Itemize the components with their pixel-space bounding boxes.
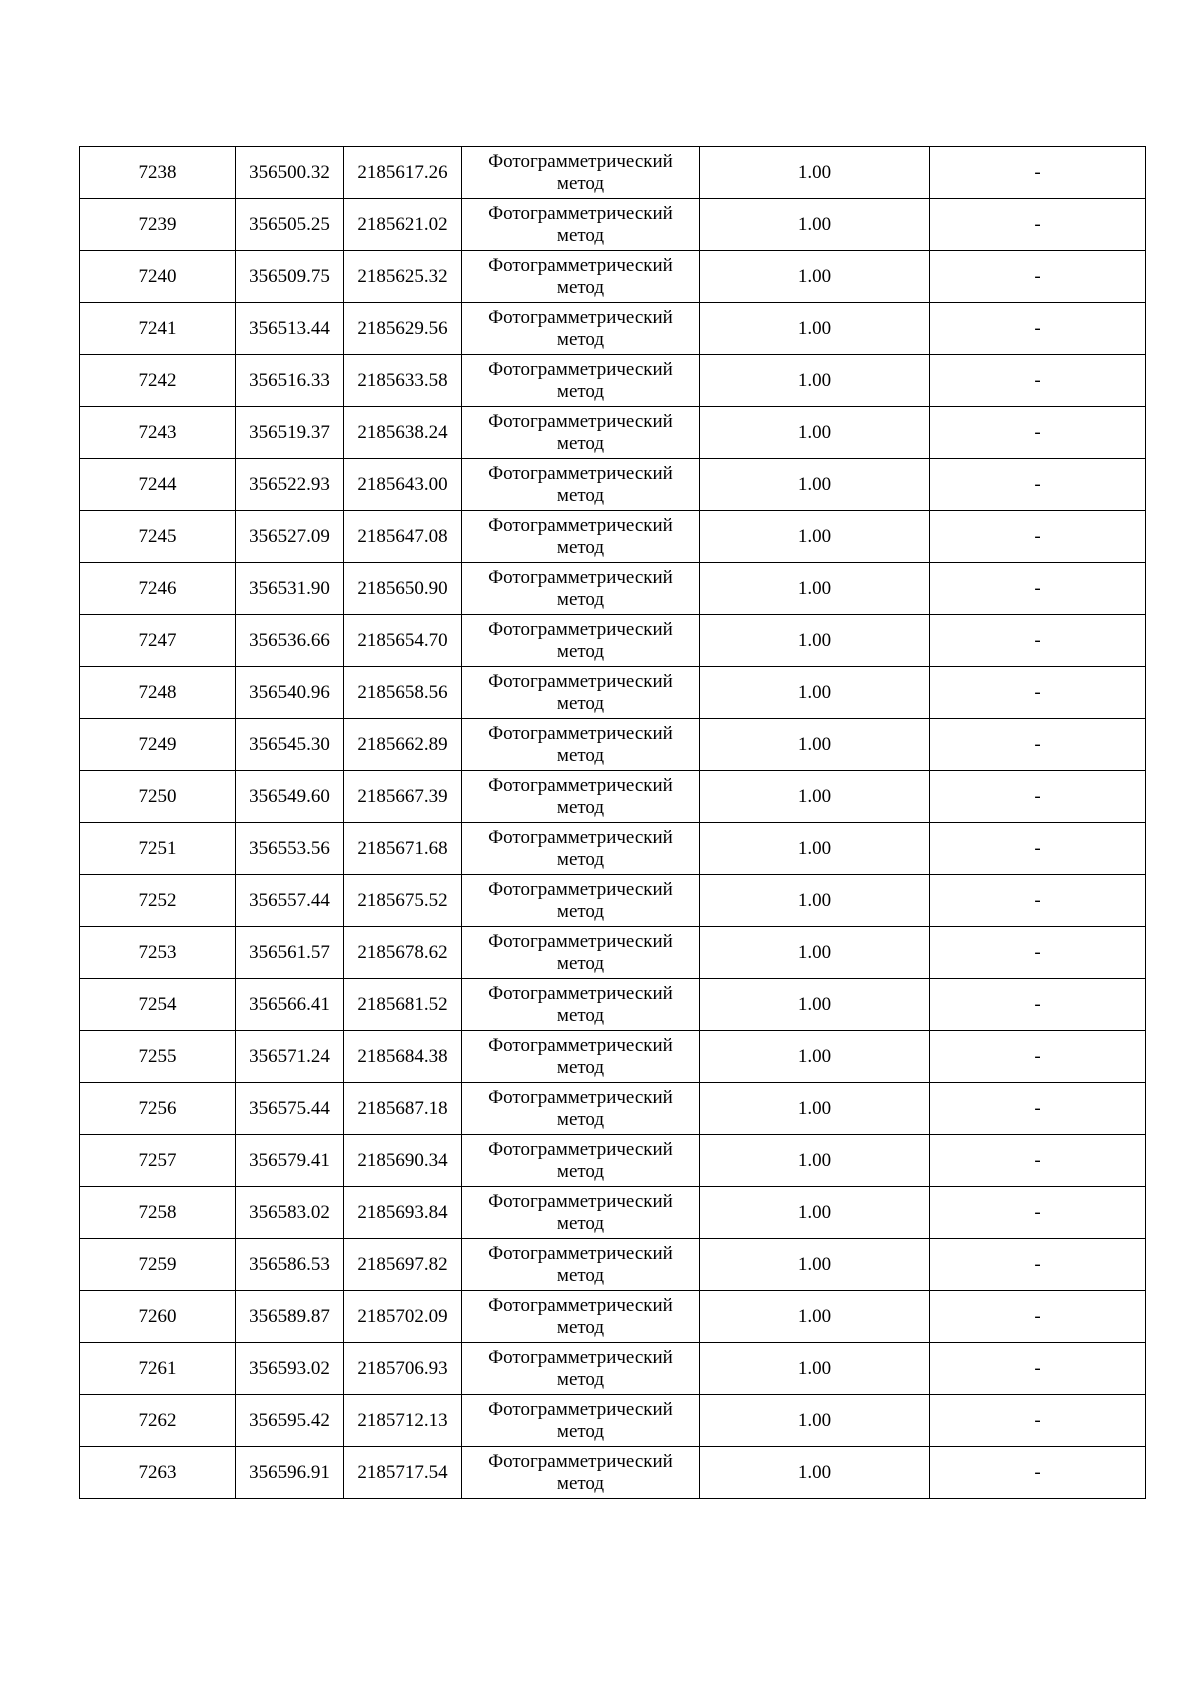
x-coordinate-cell: 356513.44 <box>236 303 344 355</box>
table-row <box>80 927 1146 979</box>
x-coordinate-cell: 356589.87 <box>236 1291 344 1343</box>
x-coordinate-cell: 356519.37 <box>236 407 344 459</box>
method-line-1: Фотограмметрический <box>488 1138 673 1160</box>
accuracy-cell: 1.00 <box>700 1083 930 1135</box>
method-line-1: Фотограмметрический <box>488 1398 673 1420</box>
method-line-1: Фотограмметрический <box>488 1294 673 1316</box>
method-line-1: Фотограмметрический <box>488 150 673 172</box>
method-line-1: Фотограмметрический <box>488 410 673 432</box>
method-line-2: метод <box>556 692 605 714</box>
y-coordinate-cell: 2185687.18 <box>344 1083 462 1135</box>
table-row <box>80 199 1146 251</box>
accuracy-cell: 1.00 <box>700 1343 930 1395</box>
accuracy-cell: 1.00 <box>700 407 930 459</box>
description-cell: - <box>930 667 1146 719</box>
y-coordinate-cell: 2185625.32 <box>344 251 462 303</box>
description-cell: - <box>930 823 1146 875</box>
x-coordinate-cell: 356549.60 <box>236 771 344 823</box>
point-number-cell: 7261 <box>80 1343 236 1395</box>
x-coordinate-cell: 356571.24 <box>236 1031 344 1083</box>
point-number-cell: 7254 <box>80 979 236 1031</box>
method-line-1: Фотограмметрический <box>488 878 673 900</box>
y-coordinate-cell: 2185667.39 <box>344 771 462 823</box>
accuracy-cell: 1.00 <box>700 719 930 771</box>
description-cell: - <box>930 1343 1146 1395</box>
method-line-1: Фотограмметрический <box>488 1190 673 1212</box>
coordinates-table <box>79 146 1146 1499</box>
table-row <box>80 1083 1146 1135</box>
method-line-2: метод <box>556 328 605 350</box>
method-line-1: Фотограмметрический <box>488 1450 673 1472</box>
method-cell <box>462 303 700 355</box>
method-line-2: метод <box>556 1472 605 1494</box>
x-coordinate-cell: 356516.33 <box>236 355 344 407</box>
point-number-cell: 7262 <box>80 1395 236 1447</box>
method-cell <box>462 615 700 667</box>
table-row <box>80 1447 1146 1499</box>
point-number-cell: 7244 <box>80 459 236 511</box>
accuracy-cell: 1.00 <box>700 1447 930 1499</box>
method-cell <box>462 1239 700 1291</box>
x-coordinate-cell: 356545.30 <box>236 719 344 771</box>
y-coordinate-cell: 2185633.58 <box>344 355 462 407</box>
method-line-2: метод <box>556 900 605 922</box>
point-number-cell: 7258 <box>80 1187 236 1239</box>
x-coordinate-cell: 356596.91 <box>236 1447 344 1499</box>
method-line-2: метод <box>556 484 605 506</box>
y-coordinate-cell: 2185697.82 <box>344 1239 462 1291</box>
accuracy-cell: 1.00 <box>700 1239 930 1291</box>
method-line-2: метод <box>556 1316 605 1338</box>
table-row <box>80 875 1146 927</box>
method-line-1: Фотограмметрический <box>488 982 673 1004</box>
table-row <box>80 459 1146 511</box>
table-row <box>80 771 1146 823</box>
description-cell: - <box>930 563 1146 615</box>
point-number-cell: 7243 <box>80 407 236 459</box>
method-cell <box>462 823 700 875</box>
accuracy-cell: 1.00 <box>700 667 930 719</box>
table-row <box>80 563 1146 615</box>
method-line-1: Фотограмметрический <box>488 1034 673 1056</box>
method-cell <box>462 511 700 563</box>
accuracy-cell: 1.00 <box>700 199 930 251</box>
point-number-cell: 7260 <box>80 1291 236 1343</box>
x-coordinate-cell: 356522.93 <box>236 459 344 511</box>
point-number-cell: 7246 <box>80 563 236 615</box>
y-coordinate-cell: 2185647.08 <box>344 511 462 563</box>
method-cell <box>462 1083 700 1135</box>
method-line-1: Фотограмметрический <box>488 1086 673 1108</box>
description-cell: - <box>930 1395 1146 1447</box>
accuracy-cell: 1.00 <box>700 1187 930 1239</box>
method-line-2: метод <box>556 1004 605 1026</box>
method-line-2: метод <box>556 1212 605 1234</box>
table-row <box>80 1031 1146 1083</box>
method-cell <box>462 667 700 719</box>
point-number-cell: 7239 <box>80 199 236 251</box>
accuracy-cell: 1.00 <box>700 771 930 823</box>
method-cell <box>462 927 700 979</box>
x-coordinate-cell: 356579.41 <box>236 1135 344 1187</box>
method-cell <box>462 563 700 615</box>
x-coordinate-cell: 356540.96 <box>236 667 344 719</box>
y-coordinate-cell: 2185650.90 <box>344 563 462 615</box>
table-row <box>80 1343 1146 1395</box>
accuracy-cell: 1.00 <box>700 823 930 875</box>
x-coordinate-cell: 356566.41 <box>236 979 344 1031</box>
accuracy-cell: 1.00 <box>700 303 930 355</box>
description-cell: - <box>930 1083 1146 1135</box>
method-cell <box>462 251 700 303</box>
method-line-1: Фотограмметрический <box>488 514 673 536</box>
y-coordinate-cell: 2185690.34 <box>344 1135 462 1187</box>
accuracy-cell: 1.00 <box>700 563 930 615</box>
table-row <box>80 1239 1146 1291</box>
y-coordinate-cell: 2185678.62 <box>344 927 462 979</box>
table-row <box>80 615 1146 667</box>
method-line-1: Фотограмметрический <box>488 1242 673 1264</box>
method-line-2: метод <box>556 536 605 558</box>
description-cell: - <box>930 355 1146 407</box>
method-line-1: Фотограмметрический <box>488 202 673 224</box>
method-line-2: метод <box>556 1056 605 1078</box>
y-coordinate-cell: 2185702.09 <box>344 1291 462 1343</box>
method-line-2: метод <box>556 952 605 974</box>
y-coordinate-cell: 2185706.93 <box>344 1343 462 1395</box>
accuracy-cell: 1.00 <box>700 1291 930 1343</box>
method-cell <box>462 875 700 927</box>
method-line-2: метод <box>556 588 605 610</box>
description-cell: - <box>930 251 1146 303</box>
method-line-2: метод <box>556 1108 605 1130</box>
method-cell <box>462 147 700 199</box>
method-line-2: метод <box>556 172 605 194</box>
method-line-2: метод <box>556 640 605 662</box>
description-cell: - <box>930 979 1146 1031</box>
method-line-2: метод <box>556 1368 605 1390</box>
method-line-1: Фотограмметрический <box>488 670 673 692</box>
description-cell: - <box>930 771 1146 823</box>
method-cell <box>462 1135 700 1187</box>
table-row <box>80 1395 1146 1447</box>
method-cell <box>462 1187 700 1239</box>
method-line-1: Фотограмметрический <box>488 462 673 484</box>
x-coordinate-cell: 356505.25 <box>236 199 344 251</box>
coordinates-table-body <box>80 147 1146 1499</box>
accuracy-cell: 1.00 <box>700 615 930 667</box>
y-coordinate-cell: 2185675.52 <box>344 875 462 927</box>
point-number-cell: 7250 <box>80 771 236 823</box>
method-line-1: Фотограмметрический <box>488 566 673 588</box>
method-cell <box>462 199 700 251</box>
table-row <box>80 719 1146 771</box>
accuracy-cell: 1.00 <box>700 511 930 563</box>
x-coordinate-cell: 356583.02 <box>236 1187 344 1239</box>
method-line-1: Фотограмметрический <box>488 774 673 796</box>
table-row <box>80 147 1146 199</box>
x-coordinate-cell: 356553.56 <box>236 823 344 875</box>
method-cell <box>462 719 700 771</box>
method-cell <box>462 459 700 511</box>
method-line-1: Фотограмметрический <box>488 306 673 328</box>
y-coordinate-cell: 2185693.84 <box>344 1187 462 1239</box>
y-coordinate-cell: 2185712.13 <box>344 1395 462 1447</box>
accuracy-cell: 1.00 <box>700 875 930 927</box>
point-number-cell: 7257 <box>80 1135 236 1187</box>
point-number-cell: 7255 <box>80 1031 236 1083</box>
method-cell <box>462 1343 700 1395</box>
method-line-1: Фотограмметрический <box>488 254 673 276</box>
description-cell: - <box>930 1239 1146 1291</box>
method-cell <box>462 771 700 823</box>
method-cell <box>462 979 700 1031</box>
x-coordinate-cell: 356509.75 <box>236 251 344 303</box>
table-row <box>80 1291 1146 1343</box>
point-number-cell: 7247 <box>80 615 236 667</box>
x-coordinate-cell: 356527.09 <box>236 511 344 563</box>
table-row <box>80 823 1146 875</box>
point-number-cell: 7252 <box>80 875 236 927</box>
method-line-1: Фотограмметрический <box>488 722 673 744</box>
y-coordinate-cell: 2185638.24 <box>344 407 462 459</box>
description-cell: - <box>930 1187 1146 1239</box>
point-number-cell: 7253 <box>80 927 236 979</box>
y-coordinate-cell: 2185654.70 <box>344 615 462 667</box>
method-line-1: Фотограмметрический <box>488 826 673 848</box>
point-number-cell: 7248 <box>80 667 236 719</box>
method-line-2: метод <box>556 432 605 454</box>
accuracy-cell: 1.00 <box>700 979 930 1031</box>
table-row <box>80 407 1146 459</box>
table-row <box>80 355 1146 407</box>
method-cell <box>462 1291 700 1343</box>
accuracy-cell: 1.00 <box>700 1135 930 1187</box>
y-coordinate-cell: 2185658.56 <box>344 667 462 719</box>
description-cell: - <box>930 927 1146 979</box>
y-coordinate-cell: 2185662.89 <box>344 719 462 771</box>
accuracy-cell: 1.00 <box>700 147 930 199</box>
table-row <box>80 251 1146 303</box>
description-cell: - <box>930 511 1146 563</box>
accuracy-cell: 1.00 <box>700 1395 930 1447</box>
description-cell: - <box>930 199 1146 251</box>
y-coordinate-cell: 2185643.00 <box>344 459 462 511</box>
x-coordinate-cell: 356500.32 <box>236 147 344 199</box>
point-number-cell: 7263 <box>80 1447 236 1499</box>
method-line-2: метод <box>556 744 605 766</box>
description-cell: - <box>930 147 1146 199</box>
point-number-cell: 7259 <box>80 1239 236 1291</box>
method-line-2: метод <box>556 1264 605 1286</box>
x-coordinate-cell: 356531.90 <box>236 563 344 615</box>
point-number-cell: 7242 <box>80 355 236 407</box>
point-number-cell: 7249 <box>80 719 236 771</box>
point-number-cell: 7251 <box>80 823 236 875</box>
x-coordinate-cell: 356575.44 <box>236 1083 344 1135</box>
y-coordinate-cell: 2185681.52 <box>344 979 462 1031</box>
table-row <box>80 979 1146 1031</box>
description-cell: - <box>930 407 1146 459</box>
x-coordinate-cell: 356536.66 <box>236 615 344 667</box>
y-coordinate-cell: 2185717.54 <box>344 1447 462 1499</box>
y-coordinate-cell: 2185684.38 <box>344 1031 462 1083</box>
method-line-2: метод <box>556 1420 605 1442</box>
y-coordinate-cell: 2185671.68 <box>344 823 462 875</box>
table-row <box>80 511 1146 563</box>
method-cell <box>462 1031 700 1083</box>
accuracy-cell: 1.00 <box>700 251 930 303</box>
method-line-2: метод <box>556 796 605 818</box>
method-cell <box>462 1395 700 1447</box>
description-cell: - <box>930 1031 1146 1083</box>
method-line-2: метод <box>556 380 605 402</box>
description-cell: - <box>930 719 1146 771</box>
x-coordinate-cell: 356557.44 <box>236 875 344 927</box>
method-line-2: метод <box>556 1160 605 1182</box>
y-coordinate-cell: 2185621.02 <box>344 199 462 251</box>
point-number-cell: 7238 <box>80 147 236 199</box>
point-number-cell: 7241 <box>80 303 236 355</box>
method-cell <box>462 407 700 459</box>
accuracy-cell: 1.00 <box>700 1031 930 1083</box>
description-cell: - <box>930 1135 1146 1187</box>
x-coordinate-cell: 356561.57 <box>236 927 344 979</box>
x-coordinate-cell: 356586.53 <box>236 1239 344 1291</box>
y-coordinate-cell: 2185629.56 <box>344 303 462 355</box>
x-coordinate-cell: 356593.02 <box>236 1343 344 1395</box>
description-cell: - <box>930 459 1146 511</box>
point-number-cell: 7245 <box>80 511 236 563</box>
method-line-1: Фотограмметрический <box>488 618 673 640</box>
method-cell <box>462 355 700 407</box>
table-row <box>80 1135 1146 1187</box>
table-row <box>80 303 1146 355</box>
method-line-2: метод <box>556 224 605 246</box>
table-row <box>80 667 1146 719</box>
description-cell: - <box>930 615 1146 667</box>
point-number-cell: 7256 <box>80 1083 236 1135</box>
method-cell <box>462 1447 700 1499</box>
description-cell: - <box>930 875 1146 927</box>
method-line-1: Фотограмметрический <box>488 1346 673 1368</box>
accuracy-cell: 1.00 <box>700 355 930 407</box>
method-line-1: Фотограмметрический <box>488 930 673 952</box>
description-cell: - <box>930 303 1146 355</box>
description-cell: - <box>930 1447 1146 1499</box>
description-cell: - <box>930 1291 1146 1343</box>
method-line-2: метод <box>556 276 605 298</box>
accuracy-cell: 1.00 <box>700 927 930 979</box>
y-coordinate-cell: 2185617.26 <box>344 147 462 199</box>
x-coordinate-cell: 356595.42 <box>236 1395 344 1447</box>
method-line-2: метод <box>556 848 605 870</box>
method-line-1: Фотограмметрический <box>488 358 673 380</box>
table-row <box>80 1187 1146 1239</box>
accuracy-cell: 1.00 <box>700 459 930 511</box>
point-number-cell: 7240 <box>80 251 236 303</box>
